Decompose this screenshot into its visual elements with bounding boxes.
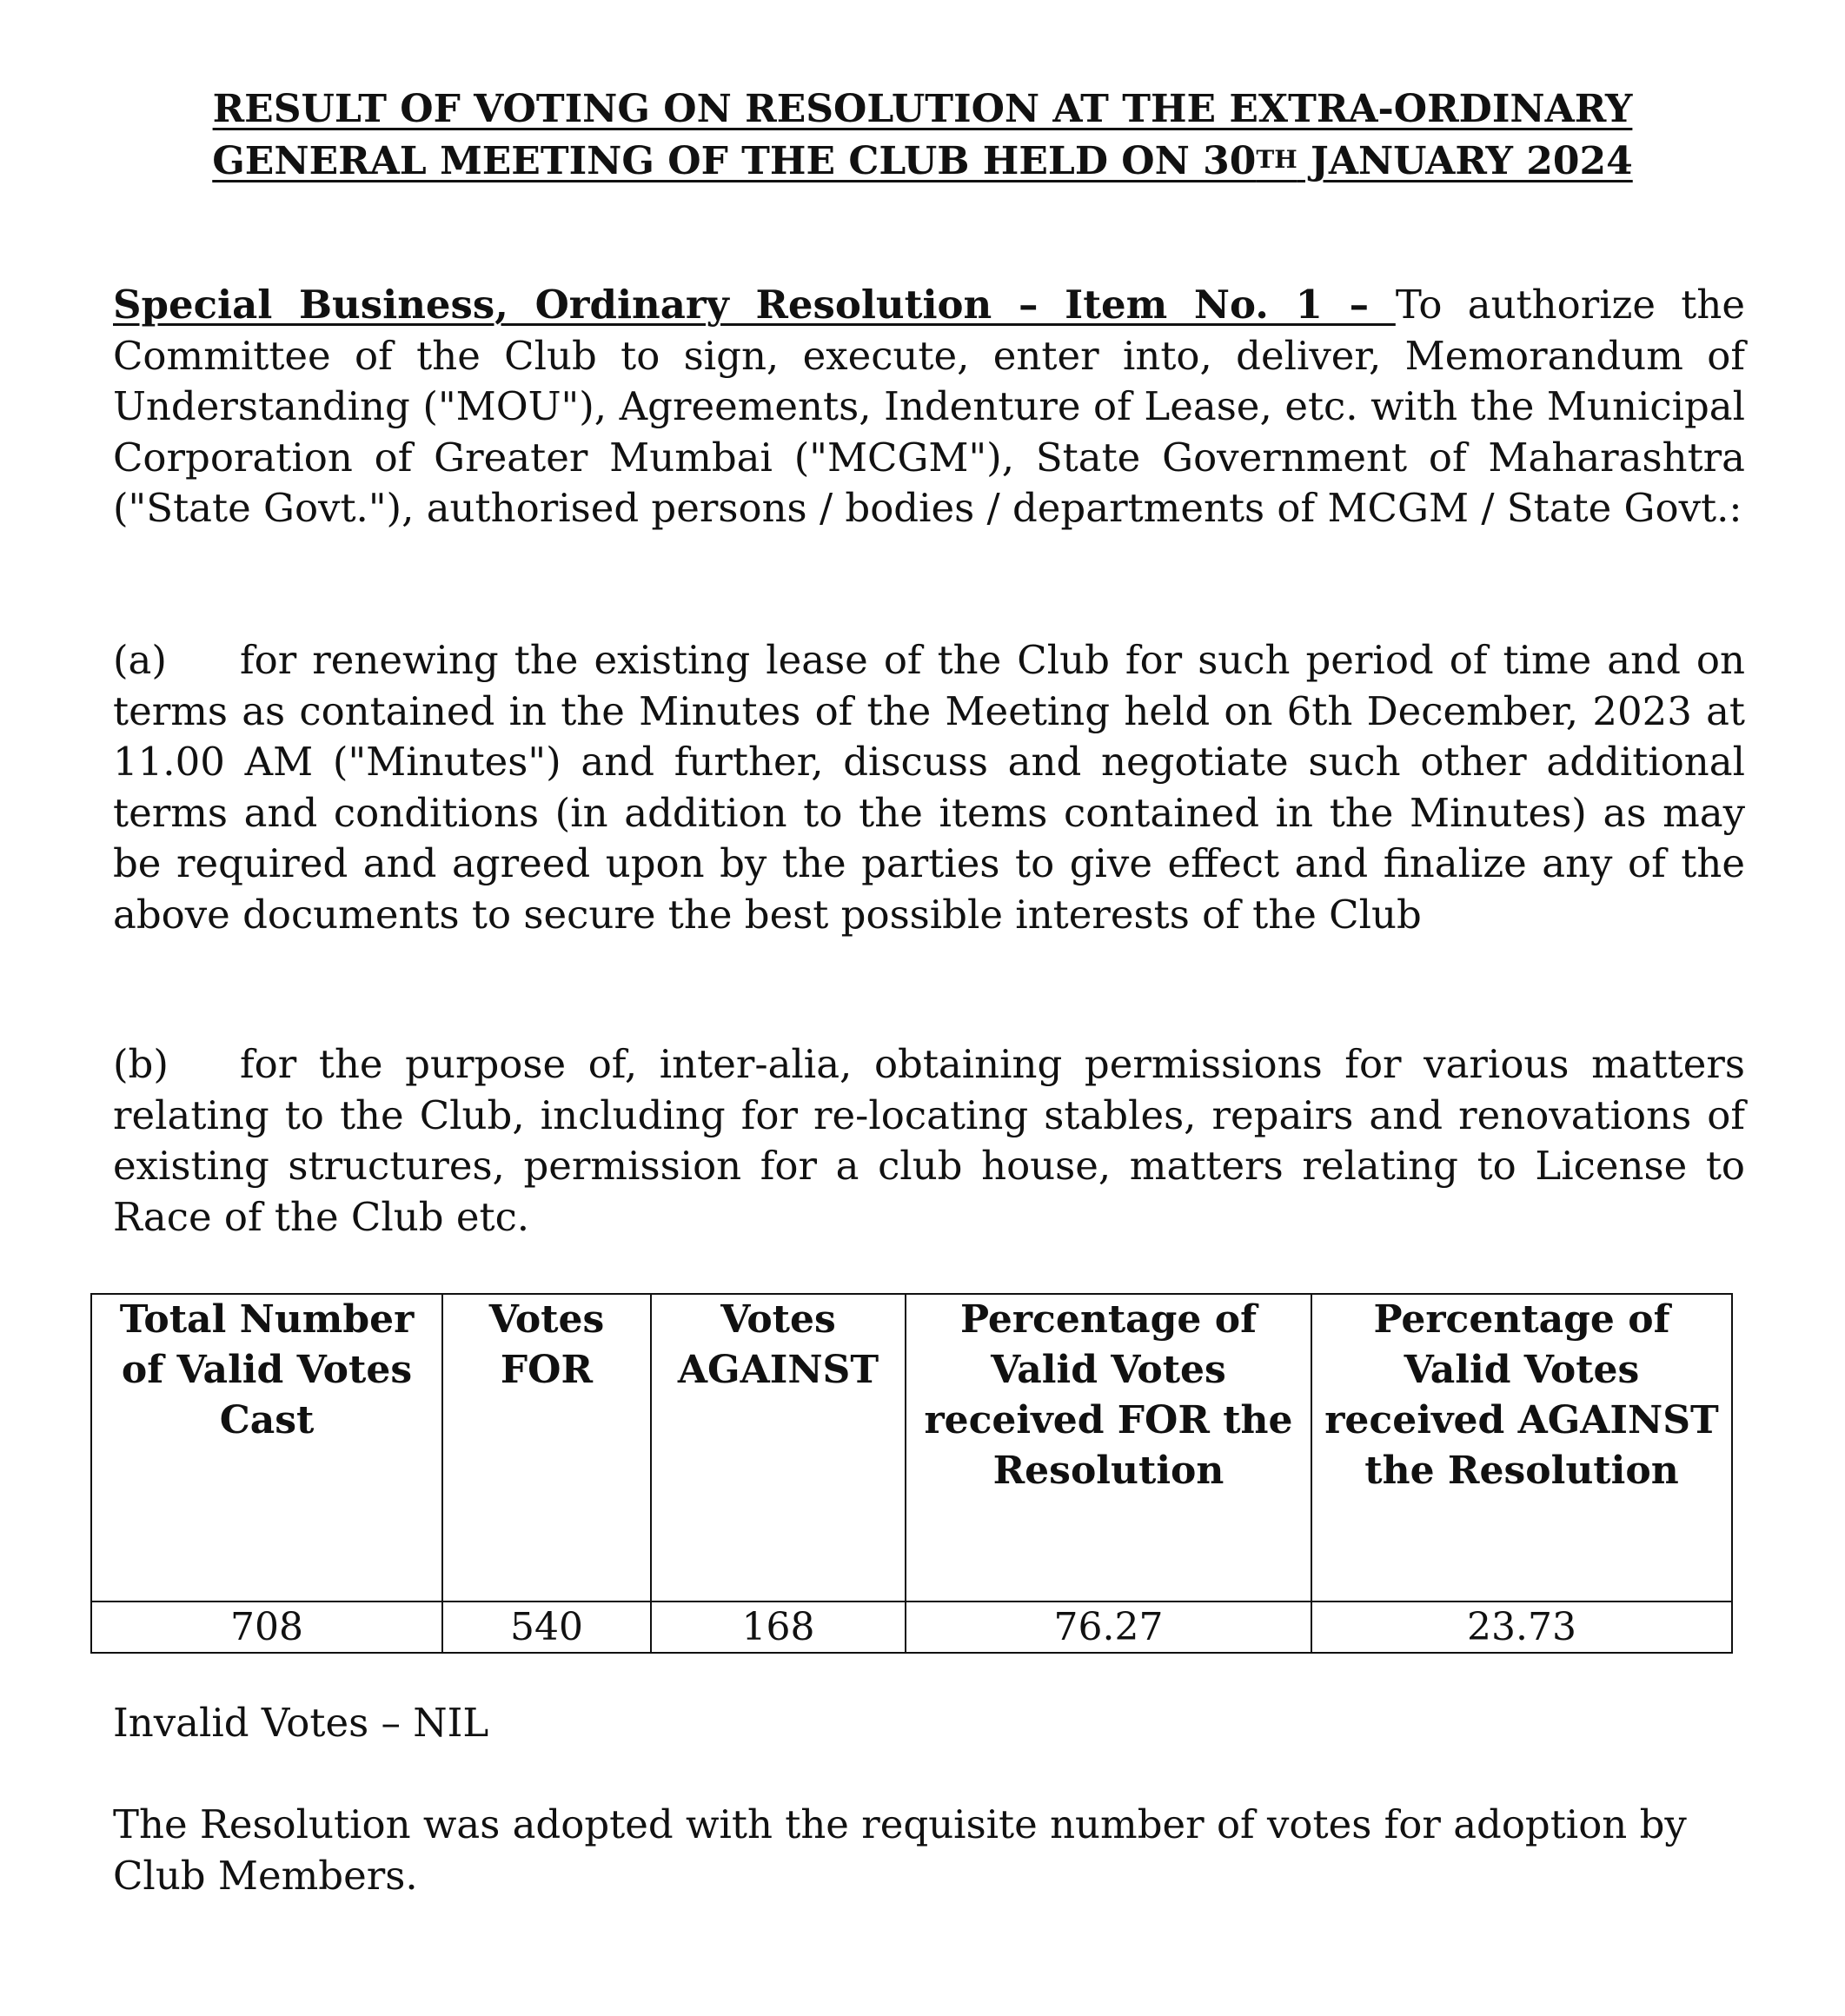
document-title [104,83,1741,188]
cell-total-valid-votes: 708 [91,1602,442,1653]
table-header-row [91,1294,1732,1602]
cell-votes-against: 168 [651,1602,906,1653]
clause-b-text: for the purpose of, inter-alia, obtaining permissions for various matters relating to the Club, including for re-locating stables, repairs and renovations of existing structures, permission for a club house, matters relating to License to Race of the Club etc. [113,1041,1745,1240]
title-ordinal-suffix: TH [1256,145,1297,174]
header-total-valid-votes: Total Number of Valid Votes Cast [91,1294,442,1602]
clause-a [113,635,1745,940]
header-votes-for: Votes FOR [442,1294,651,1602]
cell-percentage-for: 76.27 [906,1602,1311,1653]
clause-b [113,1039,1745,1243]
title-line-2-text: GENERAL MEETING OF THE CLUB HELD ON 30 [212,139,1257,183]
voting-results-table [90,1293,1733,1654]
clause-a-label: (a) [113,637,167,683]
title-line-2-date: JANUARY 2024 [1297,139,1633,183]
header-votes-against: Votes AGAINST [651,1294,906,1602]
cell-percentage-against: 23.73 [1311,1602,1732,1653]
conclusion-paragraph: The Resolution was adopted with the requisite number of votes for adoption by Club Members. [113,1801,1687,1899]
header-percentage-against: Percentage of Valid Votes received AGAINST the Resolution [1311,1294,1732,1602]
invalid-votes-note: Invalid Votes – NIL [113,1700,489,1746]
resolution-paragraph [113,280,1745,534]
resolution-lead: Special Business, Ordinary Resolution – Item No. 1 – [113,282,1396,328]
title-line-1: RESULT OF VOTING ON RESOLUTION AT THE EXTRA-ORDINARY [212,87,1633,131]
clause-b-label: (b) [113,1041,169,1087]
resolution-text: To authorize the Committee of the Club to sign, execute, enter into, deliver, Memorandum of Understanding ("MOU"), Agreements, Indenture of Lease, etc. with the Municipal Corporation of Greater Mumbai ("MCGM"), State Government of Maharashtra ("State Govt."), authorised persons / bodies / departments of MCGM / State Govt.: [113,282,1745,531]
table-row [91,1602,1732,1653]
cell-votes-for: 540 [442,1602,651,1653]
header-percentage-for: Percentage of Valid Votes received FOR the Resolution [906,1294,1311,1602]
title-line-2 [212,136,1633,188]
clause-a-text: for renewing the existing lease of the Club for such period of time and on terms as contained in the Minutes of the Meeting held on 6th December, 2023 at 11.00 AM ("Minutes") and further, discuss and negotiate such other additional terms and conditions (in addition to the items contained in the Minutes) as may be required and agreed upon by the parties to give effect and finalize any of the above documents to secure the best possible interests of the Club [113,637,1745,938]
